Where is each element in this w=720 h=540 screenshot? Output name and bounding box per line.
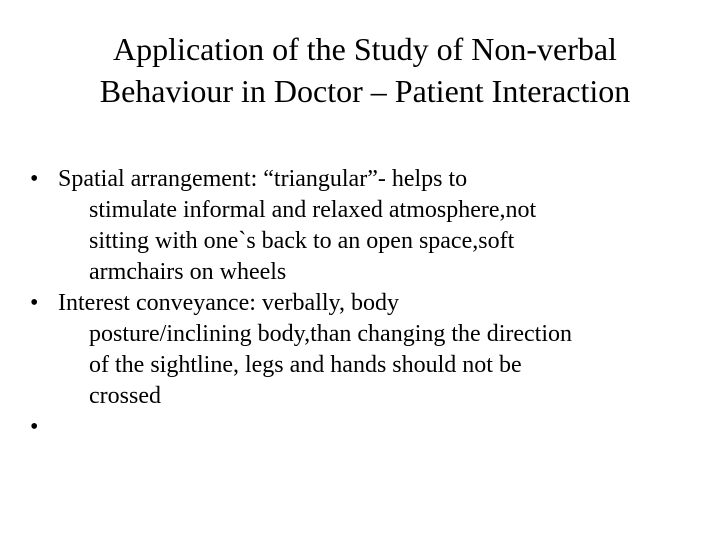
bullet-list — [30, 164, 680, 443]
bullet-item — [30, 412, 680, 443]
bullet-text: Spatial arrangement: “triangular”- helps to — [58, 166, 468, 192]
bullet-text: of the sightline, legs and hands should not be — [89, 352, 522, 378]
slide-title — [0, 28, 720, 112]
bullet-text: Interest conveyance: verbally, body — [58, 290, 399, 316]
bullet-icon: • — [30, 166, 39, 192]
bullet-item — [30, 288, 680, 412]
bullet-text: armchairs on wheels — [89, 259, 287, 285]
title-line: Application of the Study of Non-verbal — [113, 31, 617, 67]
bullet-text: posture/inclining body,than changing the direction — [89, 321, 572, 347]
bullet-text: stimulate informal and relaxed atmosphere,not — [89, 197, 537, 223]
bullet-text: sitting with one`s back to an open space,soft — [89, 228, 515, 254]
bullet-icon: • — [30, 290, 39, 316]
bullet-icon: • — [30, 414, 39, 440]
bullet-item — [30, 164, 680, 288]
title-line: Behaviour in Doctor – Patient Interaction — [99, 73, 631, 109]
bullet-text: crossed — [89, 383, 161, 409]
